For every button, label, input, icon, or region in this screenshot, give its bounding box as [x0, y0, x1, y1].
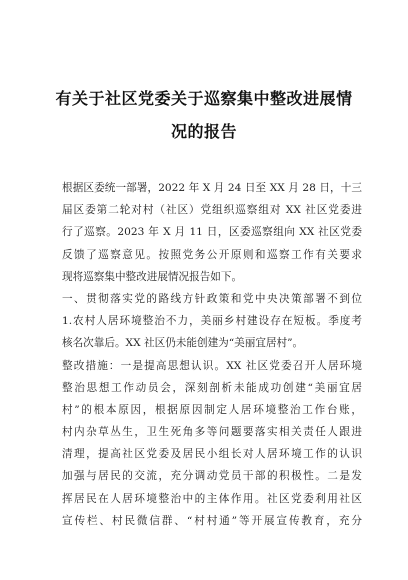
- document-title-line-2: 况的报告: [170, 122, 237, 141]
- body-line: 核名次靠后。XX 社区仍未能创建为“美丽宜居村”。: [62, 337, 304, 350]
- body-line: 村内杂草丛生，卫生死角多等问题要落实相关责任人跟进: [62, 426, 362, 439]
- body-line: 行了巡察。2023 年 X 月 11 日，区委巡察组向 XX 社区党委: [62, 226, 362, 239]
- body-line: 宣传栏、村民微信群、“村村通”等开展宣传教育，充分: [62, 514, 362, 527]
- body-line: 整治思想工作动员会，深刻剖析未能成功创建“美丽宜居: [62, 381, 362, 394]
- section-heading: 一、贯彻落实党的路线方针政策和党中央决策部署不到位: [62, 292, 362, 305]
- body-line: 清理，提高社区党委及居民小组长对人居环境工作的认识: [62, 448, 362, 461]
- body-line: 根据区委统一部署，2022 年 X 月 24 日至 XX 月 28 日，十三: [62, 182, 362, 194]
- body-line: 挥居民在人居环境整治中的主体作用。社区党委利用社区: [62, 492, 362, 505]
- body-line: 整改措施：一是提高思想认识。XX 社区党委召开人居环境: [62, 359, 362, 372]
- document-title-line-1: 有关于社区党委关于巡察集中整改进展情: [55, 89, 353, 108]
- document-body: [62, 177, 362, 532]
- body-line: 现将巡察集中整改进展情况报告如下。: [62, 270, 243, 283]
- body-line: 加强与居民的交流，充分调动党员干部的积极性。二是发: [62, 470, 362, 483]
- body-line: 1.农村人居环境整治不力，美丽乡村建设存在短板。季度考: [62, 315, 362, 328]
- body-line: 届区委第二轮对村（社区）党组织巡察组对 XX 社区党委进: [62, 204, 362, 217]
- body-line: 村”的根本原因，根据原因制定人居环境整治工作台账，: [62, 403, 362, 416]
- body-line: 反馈了巡察意见。按照党务公开原则和巡察工作有关要求: [62, 248, 362, 261]
